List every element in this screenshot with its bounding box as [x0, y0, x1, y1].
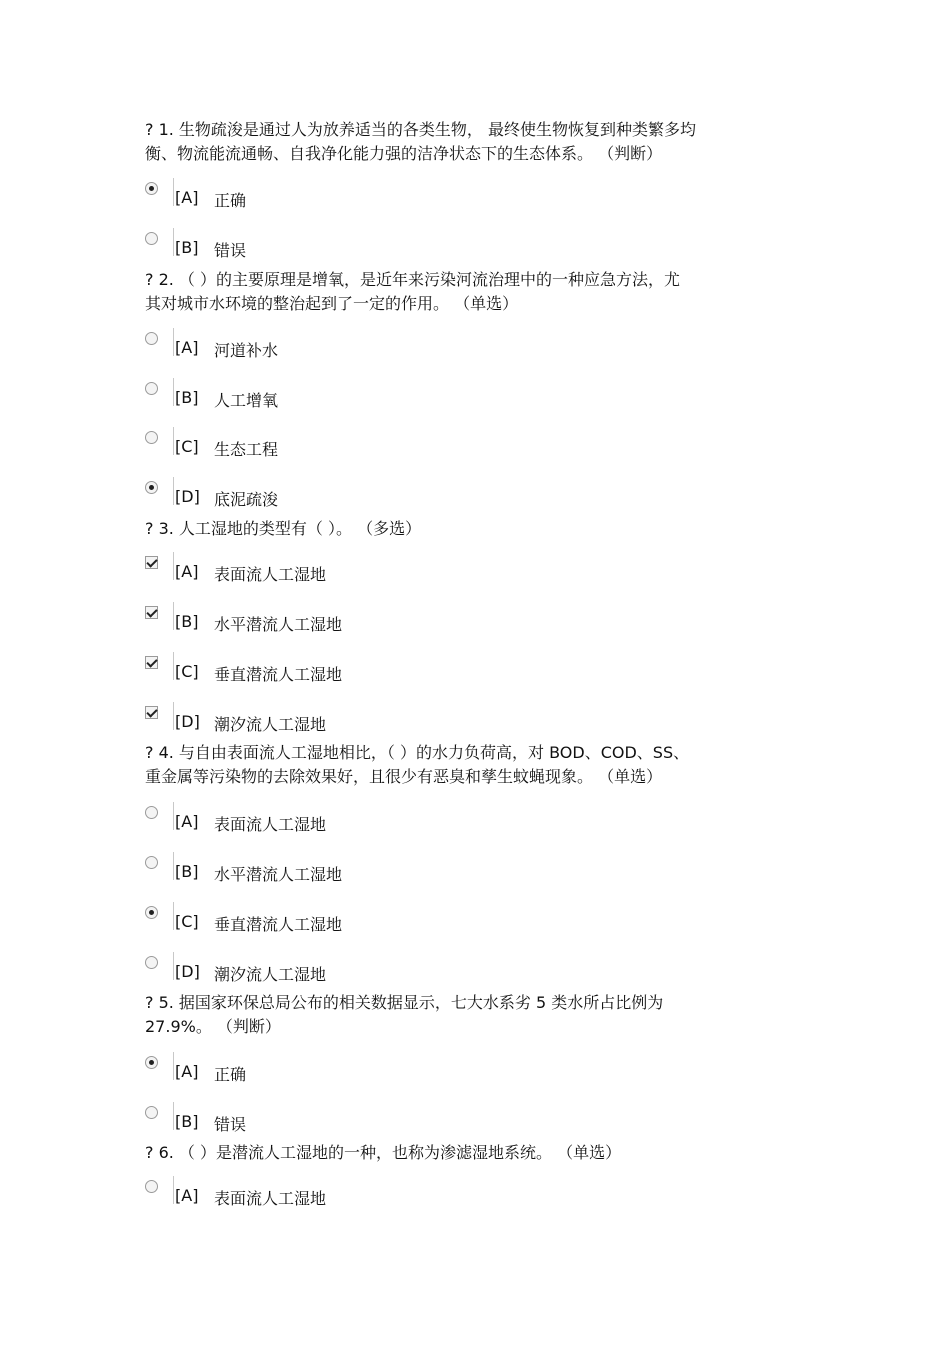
option-key: [B] [175, 612, 199, 631]
question-4-line-2: 重金属等污染物的去除效果好，且很少有恶臭和孳生蚊蝇现象。 （单选） [145, 767, 663, 786]
option-label: 底泥疏浚 [214, 490, 279, 509]
option-label: 错误 [214, 1115, 247, 1134]
checkbox[interactable] [145, 706, 158, 719]
question-2-line-2: 其对城市水环境的整治起到了一定的作用。 （单选） [145, 294, 519, 313]
option-key: [C] [175, 437, 199, 456]
option-key: [A] [175, 1062, 199, 1081]
question-5-text [145, 991, 805, 1039]
radio-button[interactable] [145, 182, 158, 195]
question-5-line-1: ? 5. 据国家环保总局公布的相关数据显示，七大水系劣 5 类水所占比例为 [145, 993, 664, 1012]
option-label: 水平潜流人工湿地 [214, 865, 343, 884]
option-label: 表面流人工湿地 [214, 815, 327, 834]
question-1-line-2: 衡、物流能流通畅、自我净化能力强的洁净状态下的生态体系。 （判断） [145, 144, 663, 163]
question-2-text [145, 268, 805, 316]
radio-button[interactable] [145, 1106, 158, 1119]
option-label: 垂直潜流人工湿地 [214, 915, 343, 934]
radio-button[interactable] [145, 906, 158, 919]
question-1-text [145, 118, 805, 166]
option-key: [B] [175, 388, 199, 407]
option-key: [D] [175, 487, 200, 506]
radio-button[interactable] [145, 1056, 158, 1069]
option-label: 表面流人工湿地 [214, 1189, 327, 1208]
option-label: 生态工程 [214, 440, 279, 459]
option-key: [A] [175, 188, 199, 207]
option-label: 垂直潜流人工湿地 [214, 665, 343, 684]
option-key: [A] [175, 1186, 199, 1205]
checkbox[interactable] [145, 556, 158, 569]
radio-button[interactable] [145, 232, 158, 245]
radio-button[interactable] [145, 382, 158, 395]
option-label: 错误 [214, 241, 247, 260]
option-label: 正确 [214, 1065, 247, 1084]
radio-button[interactable] [145, 1180, 158, 1193]
radio-button[interactable] [145, 806, 158, 819]
option-key: [A] [175, 338, 199, 357]
option-label: 潮汐流人工湿地 [214, 715, 327, 734]
question-4-text [145, 741, 805, 789]
option-key: [A] [175, 812, 199, 831]
option-key: [B] [175, 238, 199, 257]
question-1-line-1: ? 1. 生物疏浚是通过人为放养适当的各类生物， 最终使生物恢复到种类繁多均 [145, 120, 697, 139]
checkbox[interactable] [145, 606, 158, 619]
option-key: [C] [175, 662, 199, 681]
question-5-line-2: 27.9%。 （判断） [145, 1017, 281, 1036]
radio-button[interactable] [145, 332, 158, 345]
question-6-line-1: ? 6. （ ）是潜流人工湿地的一种，也称为渗滤湿地系统。 （单选） [145, 1143, 622, 1162]
radio-button[interactable] [145, 481, 158, 494]
option-key: [D] [175, 712, 200, 731]
option-label: 正确 [214, 191, 247, 210]
option-label: 潮汐流人工湿地 [214, 965, 327, 984]
checkbox[interactable] [145, 656, 158, 669]
option-key: [B] [175, 1112, 199, 1131]
question-3-line-1: ? 3. 人工湿地的类型有（ ）。 （多选） [145, 519, 422, 538]
option-label: 河道补水 [214, 341, 279, 360]
radio-button[interactable] [145, 431, 158, 444]
option-label: 人工增氧 [214, 391, 279, 410]
question-3-text [145, 517, 805, 541]
radio-button[interactable] [145, 856, 158, 869]
option-key: [B] [175, 862, 199, 881]
question-4-line-1: ? 4. 与自由表面流人工湿地相比，（ ）的水力负荷高，对 BOD、COD、SS、 [145, 743, 690, 762]
option-label: 表面流人工湿地 [214, 565, 327, 584]
option-key: [D] [175, 962, 200, 981]
question-2-line-1: ? 2. （ ）的主要原理是增氧，是近年来污染河流治理中的一种应急方法，尤 [145, 270, 681, 289]
option-label: 水平潜流人工湿地 [214, 615, 343, 634]
radio-button[interactable] [145, 956, 158, 969]
option-key: [A] [175, 562, 199, 581]
question-6-text [145, 1141, 805, 1165]
option-key: [C] [175, 912, 199, 931]
